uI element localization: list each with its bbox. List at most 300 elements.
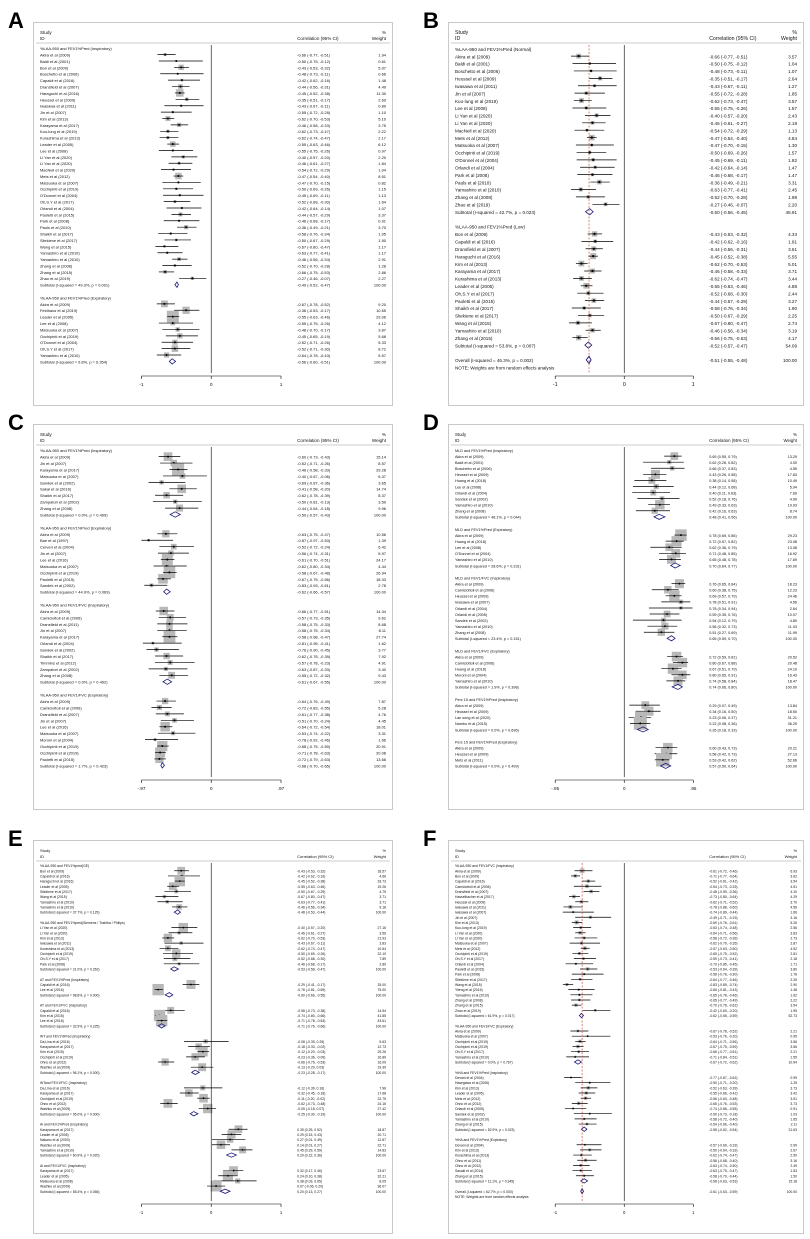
- weight-label: 43.61: [377, 1019, 386, 1024]
- subtotal-label: Subtotal (I-squared = 61.9%, p = 0.017): [455, 1014, 515, 1019]
- point-estimate: [182, 927, 184, 929]
- point-estimate: [207, 1108, 209, 1110]
- weight-label: 1.07: [788, 69, 797, 75]
- study-label: Occhipinti et al (2019): [40, 333, 79, 339]
- weight-label: 4.29: [790, 895, 797, 900]
- study-label: Sliekiene et al (2017): [455, 977, 487, 982]
- weight-label: 10.56: [376, 531, 386, 537]
- study-label: Capaldi et al (2016): [40, 1008, 70, 1013]
- study-label: Shaikh et al (2017): [40, 653, 74, 659]
- ci-label: -0.57 (-0.69, -0.33): [709, 1143, 738, 1148]
- point-estimate: [167, 137, 169, 139]
- subtotal-weight: 100.00: [373, 589, 386, 595]
- study-label: O'Donnel et al (2004): [40, 340, 78, 346]
- subtotal-ci: -0.61 (-0.67, -0.55): [297, 679, 331, 685]
- subtotal-ci: 0.20 (0.13, 0.27): [297, 1189, 323, 1194]
- ci-label: -0.50 (-0.67, -0.29): [709, 313, 748, 319]
- weight-label: 1.55: [790, 1055, 797, 1060]
- point-estimate: [572, 911, 574, 913]
- forest-plot-c: [33, 424, 393, 810]
- weight-label: 6.42: [378, 544, 386, 550]
- study-label: Leader et al (2005): [40, 1132, 69, 1137]
- weight-label: 1.05: [378, 231, 386, 237]
- study-label: Kim et al (2013): [455, 1086, 479, 1091]
- ci-label: 0.38 (0.03, 0.65): [297, 1179, 323, 1184]
- ci-label: -0.52 (-0.61, -0.42): [709, 879, 738, 884]
- weight-label: 4.84: [788, 135, 797, 141]
- x-tick-label: -1: [139, 383, 144, 388]
- ci-label: -0.46 (-0.61, -0.27): [709, 121, 748, 127]
- subtotal-label: Subtotal (I-squared = 98.8%, p = 0.000): [40, 993, 100, 998]
- subtotal-diamond: [165, 993, 173, 997]
- subtotal-label: Subtotal (I-squared = 53.8%, p = 0.007): [455, 343, 536, 349]
- weight-label: 3.80: [790, 967, 797, 972]
- weight-label: 3.40: [378, 666, 386, 672]
- weight-label: 24.46: [787, 594, 797, 599]
- ci-label: -0.42 (-0.62, -0.16): [297, 874, 326, 879]
- point-estimate: [180, 870, 182, 872]
- ci-label: -0.63 (-0.77, -0.41): [709, 187, 748, 193]
- study-label: Leader et al (2005): [455, 284, 494, 290]
- point-estimate: [174, 348, 176, 350]
- study-label: Paoletti et al (2015): [455, 298, 495, 304]
- ci-label: -0.50 (-0.71, -0.20): [709, 1081, 738, 1086]
- ci-label: 0.74 (0.58, 0.84): [709, 679, 737, 684]
- weight-label: 1.30: [788, 143, 797, 149]
- point-estimate: [231, 1133, 233, 1135]
- study-label: Orlandi et al (2004): [455, 606, 488, 611]
- study-label: Occhipinti et al (2019): [455, 1039, 488, 1044]
- point-estimate: [574, 875, 576, 877]
- point-estimate: [174, 265, 176, 267]
- study-label: Paoletti et al (2015): [40, 212, 75, 218]
- weight-label: 4.80: [789, 618, 797, 623]
- point-estimate: [159, 751, 161, 753]
- header-study: Study: [40, 848, 51, 853]
- ci-label: -0.61 (-0.70, -0.51): [297, 557, 331, 563]
- subtotal-label: Subtotal (I-squared = 95.0%, p = 0.000): [40, 1112, 100, 1117]
- point-estimate: [668, 546, 670, 548]
- point-estimate: [179, 92, 181, 94]
- ci-label: -0.52 (-0.68, -0.30): [297, 199, 331, 205]
- header-weight: Weight: [784, 854, 797, 859]
- ci-label: -0.55 (-0.75, -0.26): [297, 320, 331, 326]
- ci-label: -0.46 (-0.68, -0.17): [297, 962, 326, 967]
- header-effect: Correlation (95% CI): [709, 854, 746, 859]
- study-label: Lee et al (2008): [455, 546, 482, 551]
- study-label: Occhipinti et al (2019): [455, 952, 488, 957]
- x-tick-label: .97: [277, 787, 285, 792]
- point-estimate: [170, 233, 172, 235]
- group-title: AT and FEV1/FVC (Inspiratory): [40, 1003, 87, 1008]
- study-label: Bon et al (2009): [455, 232, 488, 238]
- point-estimate: [177, 73, 179, 75]
- weight-label: 3.62: [790, 874, 797, 879]
- study-label: Li Yan et al (2020): [40, 931, 68, 936]
- point-estimate: [174, 958, 176, 960]
- weight-label: 9.20: [378, 301, 386, 307]
- point-estimate: [580, 188, 582, 190]
- weight-label: 5.33: [378, 340, 386, 346]
- ci-label: -0.46 (-0.56, -0.34): [297, 257, 331, 263]
- weight-label: 2.22: [378, 129, 386, 135]
- weight-label: 5.63: [379, 1039, 386, 1044]
- point-estimate: [205, 1040, 207, 1042]
- ci-label: -0.64 (-0.71, -0.56): [709, 931, 738, 936]
- ci-label: -0.54 (-0.73, -0.33): [709, 884, 738, 889]
- point-estimate: [173, 546, 175, 548]
- point-estimate: [181, 488, 183, 490]
- point-estimate: [590, 891, 592, 893]
- ci-label: -0.62 (-0.70, -0.53): [297, 116, 331, 122]
- ci-label: -0.63 (-0.75, -0.47): [709, 1169, 738, 1174]
- group-title: %HA and FEV1%Pred (Expiratory): [455, 1138, 508, 1143]
- weight-label: 12.87: [377, 1138, 386, 1143]
- point-estimate: [165, 668, 167, 670]
- subtotal-label: Subtotal (I-squared = 28.6%, p = 0.231): [455, 564, 521, 569]
- study-label: Yamashiro et al (2010): [455, 1055, 490, 1060]
- ci-label: -0.52 (-0.71, -0.26): [297, 461, 331, 467]
- point-estimate: [194, 1056, 196, 1058]
- study-label: Akira et al (2009): [455, 746, 484, 751]
- subtotal-weight: 100.00: [375, 910, 386, 915]
- weight-label: 1.28: [378, 263, 386, 269]
- study-label: Ohno et al (2012): [455, 1163, 482, 1168]
- weight-label: 3.75: [378, 122, 386, 128]
- ci-label: -0.46 (-0.58, -0.33): [297, 467, 331, 473]
- point-estimate: [163, 610, 165, 612]
- ci-label: -0.56 (-0.68, -0.40): [709, 1158, 738, 1163]
- study-label: Moroni et al (2004): [455, 673, 487, 678]
- ci-label: -0.71 (-0.78, -0.63): [297, 1019, 326, 1024]
- point-estimate: [666, 613, 668, 615]
- point-estimate: [175, 239, 177, 241]
- study-label: Karayama et al (2017): [40, 1045, 74, 1050]
- study-label: Hasselbacher et al (2017): [455, 895, 494, 900]
- ci-label: -0.52 (-0.68, -0.30): [297, 957, 326, 962]
- study-label: Li Yan et al (2020): [455, 121, 492, 127]
- point-estimate: [203, 1097, 205, 1099]
- ci-label: -0.67 (-0.80, -0.47): [297, 244, 331, 250]
- study-label: Matsuoka et al (2007): [455, 1034, 488, 1039]
- ci-label: -0.63 (-0.77, -0.41): [297, 900, 326, 905]
- point-estimate: [169, 661, 171, 663]
- point-estimate: [179, 880, 181, 882]
- study-label: Ohno et al (2011): [455, 1158, 482, 1163]
- subtotal-weight: 100.00: [375, 1189, 386, 1194]
- ci-label: -0.55 (-0.72, -0.28): [709, 91, 748, 97]
- study-label: Jin et al (2007): [455, 915, 478, 920]
- ci-label: 0.40 (0.11, 0.63): [709, 491, 737, 496]
- point-estimate: [178, 258, 180, 260]
- point-estimate: [652, 492, 654, 494]
- point-estimate: [175, 953, 177, 955]
- point-estimate: [168, 636, 170, 638]
- subtotal-label: Subtotal (I-squared = 1.9%, p = 0.398): [455, 685, 519, 690]
- weight-label: 3.56: [379, 931, 386, 936]
- subtotal-diamond: [579, 1013, 583, 1017]
- ci-label: -0.46 (-0.58, -0.33): [709, 269, 748, 275]
- weight-label: 2.17: [378, 135, 386, 141]
- point-estimate: [587, 968, 589, 970]
- study-label: Dransfield et al (2007): [455, 246, 501, 252]
- weight-label: 4.88: [788, 284, 797, 290]
- weight-label: 1.17: [378, 250, 386, 256]
- forest-plot-e: [33, 840, 393, 1234]
- ci-label: -0.62 (-0.80, -0.34): [297, 563, 331, 569]
- point-estimate: [589, 1082, 591, 1084]
- weight-label: 29.28: [376, 467, 386, 473]
- ci-label: 0.78 (0.51, 0.91): [709, 600, 737, 605]
- ci-label: 0.49 (0.33, 0.63): [709, 503, 737, 508]
- weight-label: 8.74: [789, 509, 797, 514]
- study-label: Zhang et al (2015): [455, 1003, 483, 1008]
- study-label: Yamashiro et al (2010): [40, 900, 75, 905]
- ci-label: 0.23 (0.06, 0.37): [709, 716, 737, 721]
- study-label: Occhipinti et al (2019): [455, 1045, 488, 1050]
- weight-label: 20.91: [376, 743, 386, 749]
- weight-label: 10.64: [377, 946, 386, 951]
- weight-label: 2.90: [790, 983, 797, 988]
- point-estimate: [164, 271, 166, 273]
- weight-label: 1.47: [788, 165, 797, 171]
- subtotal-label: Subtotal (I-squared = 21.0%, p = 0.262): [40, 967, 100, 972]
- ci-label: 0.72 (0.59, 0.81): [709, 655, 737, 660]
- ci-label: -0.46 (-0.58, -0.33): [297, 122, 331, 128]
- study-label: Kurashima et al (2013): [40, 946, 75, 951]
- point-estimate: [190, 984, 192, 986]
- ci-label: -0.11 (-0.20, -0.02): [297, 1096, 326, 1101]
- study-label: Shaikh et al (2017): [40, 231, 74, 237]
- ci-label: -0.43 (-0.67, -0.11): [709, 83, 748, 89]
- forest-plot-f: [448, 840, 804, 1234]
- point-estimate: [660, 631, 662, 633]
- study-label: Oh,S.Y et al (2017): [40, 199, 74, 205]
- point-estimate: [598, 181, 600, 183]
- weight-label: 13.08: [787, 546, 797, 551]
- weight-label: 0.99: [790, 1076, 797, 1081]
- study-label: Bon et al (2009): [40, 869, 65, 874]
- ci-label: -0.40 (-0.57, -0.20): [297, 154, 331, 160]
- point-estimate: [676, 540, 678, 542]
- study-label: Iwasawa et al (2011): [40, 103, 77, 109]
- ci-label: -0.43 (-0.53, -0.32): [709, 232, 748, 238]
- study-label: Timmins et al (2012): [40, 660, 77, 666]
- ci-label: -0.45 (-0.69, -0.11): [709, 158, 748, 164]
- study-label: Dransfield et al (2007): [40, 84, 79, 90]
- study-label: Bon et al (2009): [455, 874, 480, 879]
- weight-label: 4.56: [789, 600, 797, 605]
- weight-label: 17.68: [377, 1091, 386, 1096]
- note-label: NOTE: Weights are from random effects analysis: [455, 1194, 529, 1199]
- subtotal-ci: -0.48 (-0.53, -0.44): [297, 910, 326, 915]
- point-estimate: [572, 1108, 574, 1110]
- point-estimate: [680, 534, 682, 536]
- ci-label: -0.62 (-0.71, -0.52): [709, 900, 738, 905]
- ci-label: -0.63 (-0.87, -0.33): [297, 666, 331, 672]
- subtotal-label: Subtotal (I-squared = 48.1%, p = 0.044): [455, 515, 521, 520]
- point-estimate: [595, 114, 597, 116]
- point-estimate: [590, 70, 592, 72]
- weight-label: 1.84: [378, 161, 386, 167]
- ci-label: -0.47 (-0.70, -0.15): [709, 143, 748, 149]
- weight-label: 8.57: [378, 461, 386, 467]
- subtotal-weight: 100.00: [785, 728, 797, 733]
- point-estimate: [177, 328, 179, 330]
- subtotal-diamond: [227, 1153, 237, 1157]
- weight-label: 1.65: [790, 1117, 797, 1122]
- point-estimate: [586, 885, 588, 887]
- point-estimate: [158, 758, 160, 760]
- ci-label: -0.62 (-0.79, -0.35): [709, 941, 738, 946]
- weight-label: 24.10: [787, 667, 797, 672]
- weight-label: 2.50: [790, 1153, 797, 1158]
- ci-label: -0.44 (-0.57, -0.29): [297, 212, 331, 218]
- weight-label: 0.91: [790, 1107, 797, 1112]
- point-estimate: [577, 322, 579, 324]
- overall-label: Overall (I-squared = 46.3%, p = 0.002): [455, 358, 534, 364]
- point-estimate: [670, 558, 672, 560]
- ci-label: 0.60 (0.38, 0.75): [709, 588, 737, 593]
- study-label: Capaldi et al (2016): [455, 239, 495, 245]
- ci-label: -0.58 (-0.67, -0.48): [297, 570, 331, 576]
- ci-label: -0.46 (-0.56, -0.34): [297, 905, 326, 910]
- ci-label: -0.42 (-0.64, -0.14): [709, 165, 748, 171]
- ci-label: -0.62 (-0.73, -0.47): [297, 129, 331, 135]
- point-estimate: [186, 98, 188, 100]
- study-label: Oh,S.Y et al (2017): [455, 1050, 484, 1055]
- study-label: Matsuoka et al (2007): [455, 143, 500, 149]
- weight-label: 5.01: [788, 261, 797, 267]
- weight-label: 4.49: [378, 84, 386, 90]
- study-label: Akira et al (2009): [40, 531, 71, 537]
- study-label: Wang et al (2015): [455, 983, 482, 988]
- subtotal-ci: -0.58 (-0.62, -0.54): [709, 1127, 738, 1132]
- study-label: Da,Lina et al (2016): [40, 1086, 70, 1091]
- group-title: MLD and FEV1/FVC (Expiratory): [455, 649, 510, 654]
- study-label: Devani et al (2004): [455, 1143, 484, 1148]
- ci-label: -0.68 (-0.75, -0.59): [297, 743, 331, 749]
- header-study: Study: [455, 848, 466, 853]
- weight-label: 2.21: [790, 1029, 797, 1034]
- study-label: Zhang et al (2015): [455, 1122, 483, 1127]
- ci-label: -0.50 (-0.75, -0.12): [709, 61, 748, 67]
- study-label: Zhang et al (2008): [455, 195, 493, 201]
- point-estimate: [585, 285, 587, 287]
- study-label: Occhipinti et al (2019): [40, 750, 79, 756]
- subtotal-ci: -0.71 (-0.76, -0.66): [297, 1024, 326, 1029]
- point-estimate: [164, 726, 166, 728]
- weight-label: 0.61: [378, 58, 386, 64]
- ci-label: 0.80 (0.67, 0.88): [709, 661, 737, 666]
- point-estimate: [583, 937, 585, 939]
- ci-label: -0.66 (-0.77, -0.51): [709, 54, 748, 60]
- weight-label: 4.56: [790, 905, 797, 910]
- ci-label: -0.71 (-0.84, -0.51): [709, 1055, 738, 1060]
- study-label: Kim et al (2015): [40, 1014, 64, 1019]
- point-estimate: [593, 85, 595, 87]
- subtotal-ci: -0.67 (-0.72, -0.62): [709, 1060, 738, 1065]
- study-label: Capaldi et al (2016): [40, 874, 70, 879]
- point-estimate: [580, 927, 582, 929]
- weight-label: 5.97: [378, 65, 386, 71]
- study-label: Li Yan et al (2020): [40, 161, 72, 167]
- weight-label: 1.07: [378, 205, 386, 211]
- ci-label: -0.45 (-0.65, -0.19): [297, 333, 331, 339]
- subtotal-diamond: [190, 1112, 198, 1116]
- weight-label: 5.55: [788, 254, 797, 260]
- study-label: Orlandi et al (2005): [455, 1107, 485, 1112]
- point-estimate: [168, 571, 170, 573]
- weight-label: 18.57: [377, 869, 386, 874]
- weight-label: 17.83: [787, 473, 797, 478]
- ci-label: 0.72 (0.57, 0.82): [709, 539, 737, 544]
- study-label: Park et al (2008): [455, 172, 489, 178]
- study-label: Washko et al (2009): [40, 1065, 71, 1070]
- weight-label: 1.95: [790, 1008, 797, 1013]
- subtotal-weight: 100.00: [785, 764, 797, 769]
- ci-label: -0.48 (-0.59, -0.36): [709, 889, 738, 894]
- point-estimate: [583, 958, 585, 960]
- weight-label: 3.61: [788, 246, 797, 252]
- ci-label: -0.61 (-0.77, -0.38): [297, 711, 331, 717]
- group-title: %LAA-950 and FEV1%Pred (Inspiratory): [40, 448, 112, 454]
- weight-label: 2.45: [788, 187, 797, 193]
- header-study: Study: [455, 432, 467, 437]
- study-label: Zhang et al (2008): [455, 998, 483, 1003]
- weight-label: 16.43: [787, 673, 797, 678]
- weight-label: 29.23: [787, 533, 797, 538]
- weight-label: 5.94: [789, 485, 797, 490]
- point-estimate: [662, 759, 664, 761]
- study-label: Oh,S.Y et al (2017): [40, 346, 74, 352]
- weight-label: 2.73: [790, 936, 797, 941]
- study-label: O'Donnel et al (2004): [455, 158, 499, 164]
- point-estimate: [242, 1149, 244, 1151]
- weight-label: 2.18: [790, 957, 797, 962]
- study-label: Karayama et al (2017): [40, 1169, 74, 1174]
- subtotal-ci: -0.58 (-0.63, -0.53): [709, 1179, 738, 1184]
- subtotal-label: Subtotal (I-squared = 60.9%, p = 0.020): [40, 1153, 100, 1158]
- point-estimate: [181, 79, 183, 81]
- study-label: Huang et al (2018): [455, 479, 487, 484]
- weight-label: 4.51: [790, 884, 797, 889]
- point-estimate: [162, 578, 164, 580]
- ci-label: 0.42 (0.16, 0.63): [709, 509, 737, 514]
- study-label: Lee et al (2008): [455, 485, 482, 490]
- ci-label: 0.29 (0.15, 0.43): [297, 1132, 323, 1137]
- study-label: Park et al (2008): [40, 218, 70, 224]
- weight-label: 1.53: [790, 1169, 797, 1174]
- subtotal-label: Subtotal (I-squared = 96.1%, p = 0.000): [40, 1070, 100, 1075]
- point-estimate: [178, 932, 180, 934]
- point-estimate: [175, 891, 177, 893]
- study-label: Occhipinti et al (2019): [40, 743, 79, 749]
- ci-label: -0.27 (-0.46, -0.07): [297, 276, 331, 282]
- x-tick-label: 0: [623, 1210, 626, 1215]
- point-estimate: [166, 494, 168, 496]
- weight-label: 2.81: [790, 952, 797, 957]
- weight-label: 1.48: [790, 988, 797, 993]
- point-estimate: [673, 455, 675, 457]
- point-estimate: [591, 122, 593, 124]
- point-estimate: [579, 932, 581, 934]
- weight-label: 1.66: [378, 737, 386, 743]
- study-label: Li Yan et al (2020): [40, 154, 72, 160]
- ci-label: -0.62 (-0.78, -0.39): [297, 493, 331, 499]
- subtotal-ci: -0.23 (-0.28, -0.17): [297, 1070, 326, 1075]
- point-estimate: [168, 623, 170, 625]
